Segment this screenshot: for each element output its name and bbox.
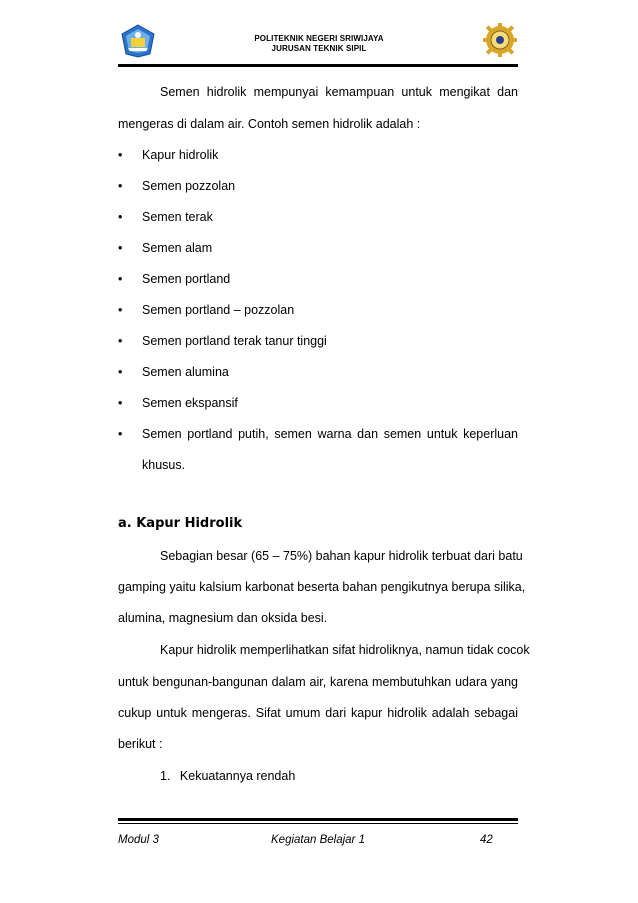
paragraph-line: cukup untuk mengeras. Sifat umum dari kapur hidrolik adalah sebagai <box>118 706 518 720</box>
bullet-icon: • <box>118 427 123 441</box>
numbered-item <box>160 769 295 784</box>
list-item-text: Semen portland <box>142 272 231 286</box>
footer-rule-thick <box>118 818 518 821</box>
list-item-text: Semen pozzolan <box>142 179 236 193</box>
section-heading: a. Kapur Hidrolik <box>118 516 243 531</box>
footer-page-number: 42 <box>480 834 493 846</box>
paragraph-line: untuk bengunan-bangunan dalam air, karena membutuhkan udara yang <box>118 675 518 689</box>
paragraph-line: Sebagian besar (65 – 75%) bahan kapur hidrolik terbuat dari batu <box>160 549 523 563</box>
bullet-icon: • <box>118 303 123 317</box>
bullet-icon: • <box>118 396 123 410</box>
list-item-text-cont: khusus. <box>142 458 186 472</box>
footer-module: Modul 3 <box>118 834 159 846</box>
bullet-icon: • <box>118 241 123 255</box>
intro-line-1: Semen hidrolik mempunyai kemampuan untuk mengikat dan <box>160 85 518 99</box>
numbered-item-num: 1. <box>160 769 171 783</box>
footer-rule-thin <box>118 823 518 824</box>
paragraph-line: gamping yaitu kalsium karbonat beserta bahan pengikutnya berupa silika, <box>118 580 526 594</box>
bullet-icon: • <box>118 334 123 348</box>
list-item-text: Semen alam <box>142 241 213 255</box>
bullet-icon: • <box>118 272 123 286</box>
list-item-text: Semen portland terak tanur tinggi <box>142 334 327 348</box>
list-item-text: Semen portland – pozzolan <box>142 303 295 317</box>
intro-line-2: mengeras di dalam air. Contoh semen hidrolik adalah : <box>118 117 421 131</box>
header-institution: POLITEKNIK NEGERI SRIWIJAYA <box>254 34 384 43</box>
bullet-icon: • <box>118 210 123 224</box>
bullet-icon: • <box>118 365 123 379</box>
numbered-item-text: Kekuatannya rendah <box>179 769 296 783</box>
list-item-text: Semen alumina <box>142 365 229 379</box>
header-department: JURUSAN TEKNIK SIPIL <box>271 44 367 53</box>
paragraph-line: alumina, magnesium dan oksida besi. <box>118 611 328 625</box>
list-item-text: Semen ekspansif <box>142 396 238 410</box>
list-item-text: Semen portland putih, semen warna dan semen untuk keperluan <box>142 427 518 441</box>
header-rule <box>118 64 518 67</box>
list-item-text: Semen terak <box>142 210 213 224</box>
paragraph-line: Kapur hidrolik memperlihatkan sifat hidroliknya, namun tidak cocok <box>160 643 530 657</box>
paragraph-line: berikut : <box>118 737 163 751</box>
bullet-icon: • <box>118 179 123 193</box>
bullet-icon: • <box>118 148 123 162</box>
list-item-text: Kapur hidrolik <box>142 148 219 162</box>
footer-activity: Kegiatan Belajar 1 <box>271 834 365 846</box>
